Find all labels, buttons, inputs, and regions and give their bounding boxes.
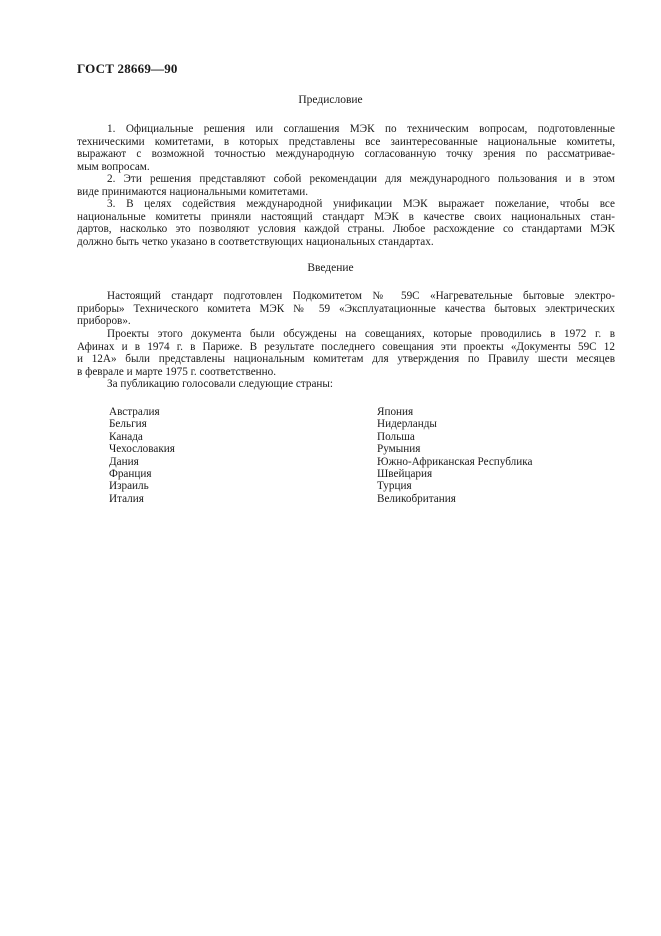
country-item: Великобритания xyxy=(377,492,456,505)
countries-list-left xyxy=(109,406,175,505)
country-item: Турция xyxy=(377,480,412,493)
introduction-paragraph-2 xyxy=(77,328,615,378)
country-item: Южно-Африканская Республика xyxy=(377,455,533,468)
paragraph-line: должно быть четко указано в соответствующих национальных стандартах. xyxy=(77,235,434,248)
paragraph-line: и 12А» были представлены национальным комитетам для утверждения по Правилу шести месяцев xyxy=(77,353,615,365)
country-item: Италия xyxy=(109,492,144,505)
introduction-paragraph-1 xyxy=(77,290,615,328)
country-item: Израиль xyxy=(109,480,149,493)
paragraph-line: Настоящий стандарт подготовлен Подкомитетом № 59С «Нагревательные бытовые электро- xyxy=(107,290,615,302)
introduction-paragraph-3 xyxy=(77,378,615,391)
country-item: Австралия xyxy=(109,406,160,418)
countries-list-right xyxy=(377,406,532,505)
country-item: Нидерланды xyxy=(377,418,437,431)
paragraph-line: 1. Официальные решения или соглашения МЭК по техническим вопросам, подготовленные xyxy=(107,123,615,135)
paragraph-line: Проекты этого документа были обсуждены на совещаниях, которые проводились в 1972 г. в xyxy=(107,328,615,340)
country-item: Швейцария xyxy=(377,468,433,481)
paragraph-line: виде принимаются национальными комитетами. xyxy=(77,185,309,198)
paragraph-line: 3. В целях содействия международной унификации МЭК выражает пожелание, чтобы все xyxy=(107,198,615,210)
country-item: Франция xyxy=(109,468,152,481)
introduction-title: Введение xyxy=(307,262,354,274)
foreword-title: Предисловие xyxy=(298,94,363,106)
paragraph-line: в феврале и марте 1975 г. соответственно. xyxy=(77,365,277,378)
paragraph-line: техническими комитетами, в которых представлены все заинтересованные национальные комитеты, xyxy=(77,135,615,148)
country-item: Польша xyxy=(377,430,415,443)
foreword-paragraph-3 xyxy=(77,198,615,248)
paragraph-line: приборы» Технического комитета МЭК № 59 «Эксплуатационные качества бытовых электрических xyxy=(77,302,615,315)
paragraph-line: национальные комитеты приняли настоящий стандарт МЭК в качестве своих национальных стан- xyxy=(77,210,615,223)
country-item: Канада xyxy=(109,430,143,443)
country-item: Чехословакия xyxy=(109,443,175,456)
paragraph-line: мым вопросам. xyxy=(77,160,150,173)
country-item: Бельгия xyxy=(109,418,147,431)
country-item: Дания xyxy=(109,455,139,468)
paragraph-line: Афинах и в 1974 г. в Париже. В результате последнего совещания эти проекты «Документы 59С 12 xyxy=(77,340,615,353)
paragraph-line: выражают с возможной точностью международную согласованную точку зрения по рассматривае- xyxy=(77,148,615,160)
foreword-paragraph-2 xyxy=(77,173,615,198)
country-item: Румыния xyxy=(377,443,421,456)
foreword-paragraph-1 xyxy=(77,123,615,173)
paragraph-line: За публикацию голосовали следующие страны: xyxy=(107,378,334,390)
paragraph-line: дартов, насколько это позволяют условия каждой страны. Любое расхождение со стандартами МЭК xyxy=(77,223,615,235)
standard-code: ГОСТ 28669—90 xyxy=(77,61,178,76)
paragraph-line: приборов». xyxy=(77,315,131,327)
country-item: Япония xyxy=(377,406,414,418)
paragraph-line: 2. Эти решения представляют собой рекомендации для международного пользования и в этом xyxy=(107,173,615,185)
